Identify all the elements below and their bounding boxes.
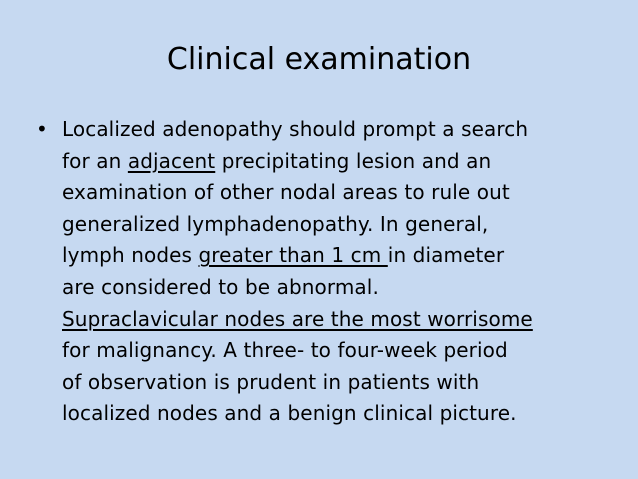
line-text: for an (62, 148, 128, 173)
text-line (62, 398, 612, 430)
text-line (62, 335, 612, 367)
line-text: lymph nodes (62, 243, 199, 268)
text-line (62, 114, 612, 146)
slide-content (36, 114, 612, 430)
text-line (62, 272, 612, 304)
text-line (62, 177, 612, 209)
slide-title: Clinical examination (166, 42, 472, 77)
line-text: precipitating lesion and an (215, 148, 492, 173)
underlined-text: adjacent (127, 148, 216, 173)
text-line (62, 146, 612, 178)
text-line (62, 367, 612, 399)
bullet-item (36, 114, 612, 430)
underlined-text: greater than 1 cm (198, 243, 388, 268)
line-text: in diameter (387, 243, 505, 268)
text-line (62, 304, 612, 336)
line-text: generalized lymphadenopathy. In general, (62, 211, 489, 236)
bullet-text (62, 114, 612, 430)
line-text: are considered to be abnormal. (62, 274, 379, 299)
line-text: localized nodes and a benign clinical picture. (62, 401, 517, 426)
line-text: for malignancy. A three- to four-week period (62, 338, 508, 363)
text-line (62, 209, 612, 241)
line-text: examination of other nodal areas to rule out (62, 180, 510, 205)
line-text: Localized adenopathy should prompt a search (62, 117, 529, 141)
line-text: of observation is prudent in patients with (62, 369, 480, 394)
bullet-marker: • (36, 117, 48, 141)
text-line (62, 240, 612, 272)
underlined-text: Supraclavicular nodes are the most worrisome (62, 306, 533, 331)
